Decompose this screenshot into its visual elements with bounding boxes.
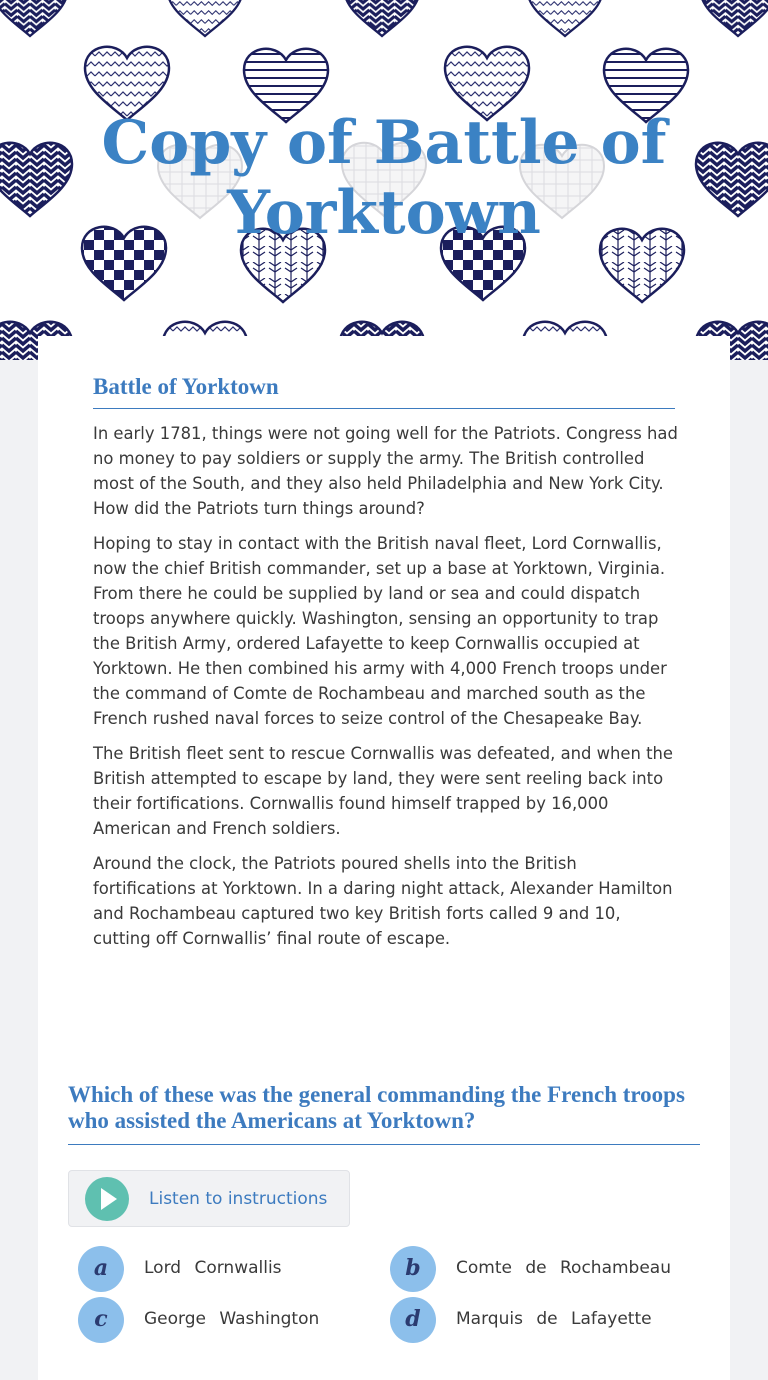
- reading-paragraph: The British fleet sent to rescue Cornwallis was defeated, and when the British attempted to escape by land, they were sent reeling back into their fortifications. Cornwallis found himself trapped by 16,000 American and French soldiers.: [93, 744, 674, 838]
- reading-heading: Battle of Yorktown: [93, 374, 675, 409]
- page-title: Copy of Battle of Yorktown: [101, 108, 667, 248]
- option-letter-badge[interactable]: a: [78, 1246, 124, 1292]
- reading-paragraph: Hoping to stay in contact with the British naval fleet, Lord Cornwallis, now the chief British commander, set up a base at Yorktown, Virginia. From there he could be supplied by land or sea and could dispatch troops anywhere quickly. Washington, sensing an opportunity to trap the British Army, ordered Lafayette to keep Cornwallis occupied at Yorktown. He then combined his army with 4,000 French troops under the command of Comte de Rochambeau and marched south as the French rushed naval forces to seize control of the Chesapeake Bay.: [93, 534, 667, 728]
- option-text: Lord Cornwallis: [144, 1258, 282, 1278]
- answer-option-d[interactable]: [390, 1297, 710, 1343]
- reading-paragraph: Around the clock, the Patriots poured shells into the British fortifications at Yorktown. In a daring night attack, Alexander Hamilton and Rochambeau captured two key British forts called 9 and 10, cutting off Cornwallis’ final route of escape.: [93, 854, 673, 948]
- worksheet-card: [38, 336, 730, 1380]
- option-text: George Washington: [144, 1309, 320, 1329]
- option-letter-badge[interactable]: b: [390, 1246, 436, 1292]
- option-letter-badge[interactable]: c: [78, 1297, 124, 1343]
- option-text: Comte de Rochambeau: [456, 1258, 672, 1278]
- answer-option-a[interactable]: [78, 1246, 358, 1292]
- answer-option-b[interactable]: [390, 1246, 710, 1292]
- listen-label: Listen to instructions: [149, 1189, 328, 1209]
- option-text: Marquis de Lafayette: [456, 1309, 652, 1329]
- header-banner: [0, 0, 768, 360]
- option-letter-badge[interactable]: d: [390, 1297, 436, 1343]
- reading-passage: [93, 421, 678, 961]
- reading-paragraph: In early 1781, things were not going well for the Patriots. Congress had no money to pay soldiers or supply the army. The British controlled most of the South, and they also held Philadelphia and New York City. How did the Patriots turn things around?: [93, 424, 678, 518]
- play-icon[interactable]: [85, 1177, 129, 1221]
- listen-to-instructions-button[interactable]: [68, 1170, 350, 1227]
- answer-option-c[interactable]: [78, 1297, 358, 1343]
- question-prompt: Which of these was the general commanding the French troops who assisted the Americans at Yorktown?: [68, 1082, 700, 1145]
